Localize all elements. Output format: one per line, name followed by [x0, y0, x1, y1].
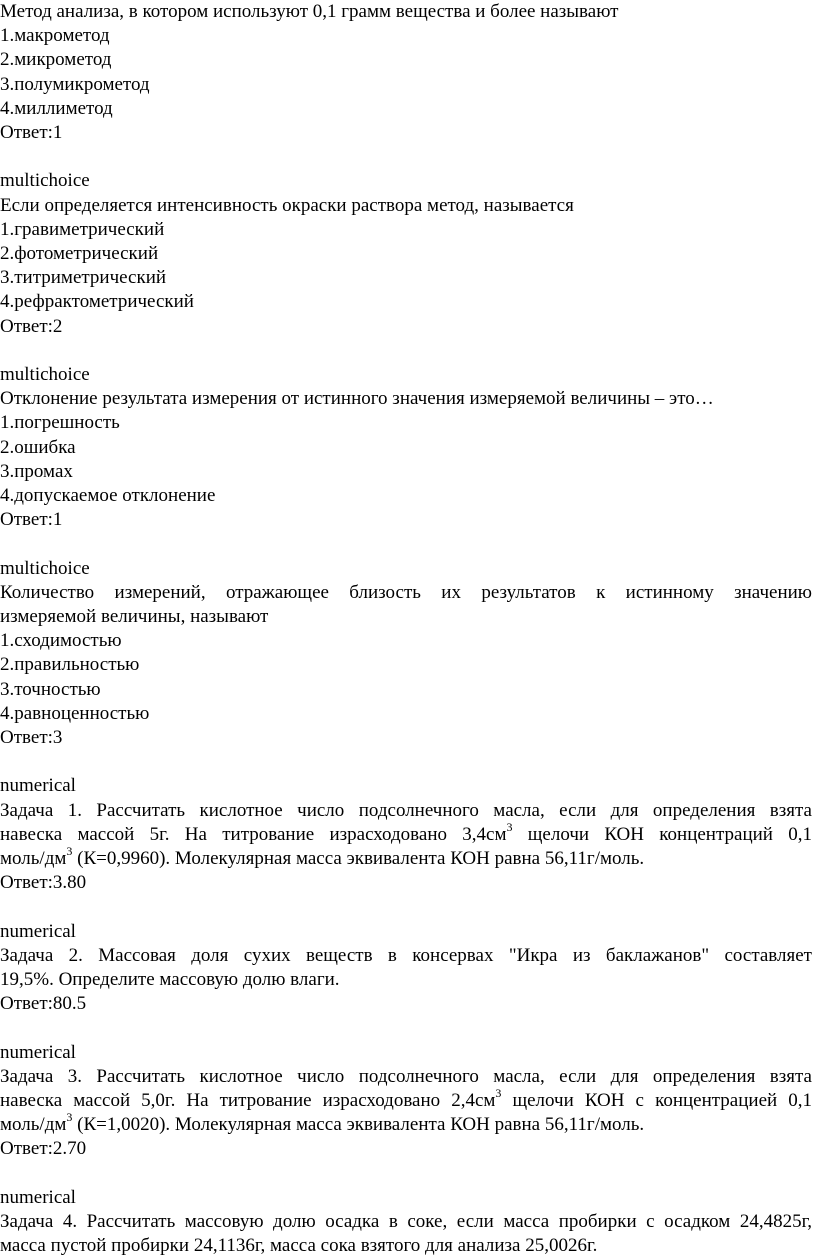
task-text-line-3	[0, 1109, 812, 1137]
task-text-part: навеска массой 5,0г. На титрование израсходовано 2,4см	[0, 1090, 496, 1112]
question-type: multichoice	[0, 557, 90, 579]
answer: Ответ:1	[0, 122, 63, 144]
task-text-part: (К=1,0020). Молекулярная масса эквивалента КОН равна 56,11г/моль.	[72, 1114, 645, 1136]
task-3	[0, 1041, 812, 1162]
option-1: 1.гравиметрический	[0, 218, 165, 240]
task-4	[0, 1186, 812, 1258]
task-text-part: моль/дм	[0, 848, 67, 870]
answer: Ответ:80.5	[0, 993, 87, 1015]
option-4: 4.миллиметод	[0, 97, 113, 119]
spacer	[0, 145, 812, 169]
answer: Ответ:3	[0, 727, 63, 749]
question-text: Если определяется интенсивность окраски раствора метод, называется	[0, 194, 574, 216]
question-type: multichoice	[0, 364, 90, 386]
question-1	[0, 0, 812, 145]
option-4: 4.рефрактометрический	[0, 291, 194, 313]
question-2	[0, 169, 812, 338]
question-type: numerical	[0, 1041, 76, 1063]
option-1: 1.сходимостью	[0, 630, 122, 652]
spacer	[0, 532, 812, 556]
spacer	[0, 1162, 812, 1186]
option-4: 4.допускаемое отклонение	[0, 485, 216, 507]
spacer	[0, 750, 812, 774]
option-2: 2.ошибка	[0, 436, 76, 458]
superscript: 3	[506, 819, 513, 834]
superscript: 3	[66, 1109, 73, 1124]
question-type: numerical	[0, 1186, 76, 1208]
option-3: 3.точностью	[0, 678, 101, 700]
question-text-line-2: измеряемой величины, называют	[0, 606, 269, 628]
answer: Ответ:2	[0, 315, 63, 337]
superscript: 3	[495, 1085, 502, 1100]
option-1: 1.погрешность	[0, 412, 120, 434]
task-text-line-3	[0, 843, 812, 871]
task-text-line-2	[0, 1085, 812, 1113]
option-2: 2.правильностью	[0, 654, 140, 676]
question-type: multichoice	[0, 170, 90, 192]
question-4	[0, 557, 812, 751]
answer: Ответ:3.80	[0, 872, 87, 894]
question-type: numerical	[0, 920, 76, 942]
task-text-part: щелочи КОН концентраций 0,1	[512, 823, 812, 845]
task-text-part: (К=0,9960). Молекулярная масса эквивалента КОН равна 56,11г/моль.	[72, 848, 645, 870]
option-3: 3.промах	[0, 460, 73, 482]
task-text-part: моль/дм	[0, 1114, 67, 1136]
task-2	[0, 920, 812, 1017]
option-3: 3.полумикрометод	[0, 73, 150, 95]
question-text: Метод анализа, в котором используют 0,1 грамм вещества и более называют	[0, 1, 619, 22]
option-2: 2.микрометод	[0, 49, 112, 71]
task-text-line-1: Задача 1. Рассчитать кислотное число подсолнечного масла, если для определения взята	[0, 799, 812, 821]
task-text-part: щелочи КОН с концентрацией 0,1	[501, 1090, 812, 1112]
option-3: 3.титриметрический	[0, 267, 167, 289]
task-text-line-1: Задача 4. Рассчитать массовую долю осадка в соке, если масса пробирки с осадком 24,4825г,	[0, 1211, 812, 1233]
option-1: 1.макрометод	[0, 25, 110, 47]
answer: Ответ:1	[0, 509, 63, 531]
question-text: Отклонение результата измерения от истинного значения измеряемой величины – это…	[0, 388, 714, 410]
option-4: 4.равноценностью	[0, 702, 150, 724]
option-2: 2.фотометрический	[0, 243, 159, 265]
spacer	[0, 339, 812, 363]
task-text-line-2: масса пустой пробирки 24,1136г, масса сока взятого для анализа 25,0026г.	[0, 1235, 598, 1257]
spacer	[0, 895, 812, 919]
task-text-part: навеска массой 5г. На титрование израсходовано 3,4см	[0, 823, 507, 845]
task-text-line-1: Задача 2. Массовая доля сухих веществ в консервах "Икра из баклажанов" составляет	[0, 944, 812, 966]
answer: Ответ:2.70	[0, 1138, 87, 1160]
task-text-line-1: Задача 3. Рассчитать кислотное число подсолнечного масла, если для определения взята	[0, 1065, 812, 1087]
task-text-line-2: 19,5%. Определите массовую долю влаги.	[0, 969, 340, 991]
spacer	[0, 1016, 812, 1040]
question-text-line-1: Количество измерений, отражающее близость их результатов к истинному значению	[0, 581, 812, 603]
superscript: 3	[66, 843, 73, 858]
task-text-line-2	[0, 819, 812, 847]
question-type: numerical	[0, 775, 76, 797]
task-1	[0, 774, 812, 895]
question-3	[0, 363, 812, 532]
